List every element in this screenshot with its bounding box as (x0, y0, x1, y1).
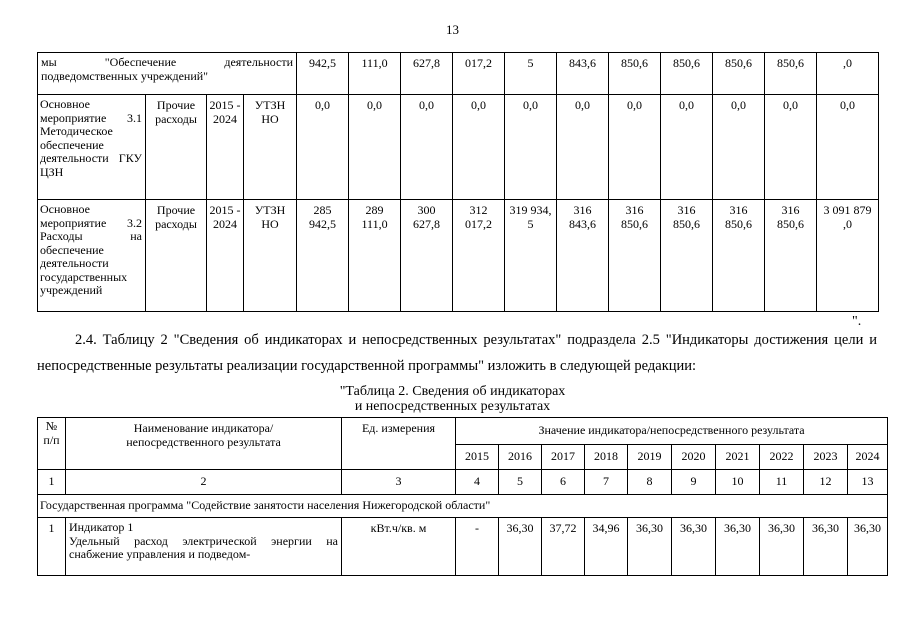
year-header: 2022 (760, 445, 804, 470)
amount-cell: 316 843,6 (557, 200, 609, 312)
executor: УТЗН НО (244, 95, 297, 200)
amount-cell: 319 934, 5 (505, 200, 557, 312)
indicator-value: 36,30 (672, 518, 716, 576)
amount-cell: 285 942,5 (297, 200, 349, 312)
indicator-value: 36,30 (848, 518, 888, 576)
amount-cell: 0,0 (453, 95, 505, 200)
row-description: Основное мероприятие 3.1 Методическое обеспечение деятельности ГКУ ЦЗН (38, 95, 146, 200)
amount-cell: 0,0 (557, 95, 609, 200)
indicator-value: 36,30 (716, 518, 760, 576)
closing-quote: ". (852, 314, 862, 329)
year-header: 2016 (499, 445, 542, 470)
amount-cell: 627,8 (401, 53, 453, 95)
indicators-table (37, 417, 888, 576)
period: 2015 - 2024 (207, 200, 244, 312)
header-values: Значение индикатора/непосредственного результата (456, 418, 888, 445)
indicator-title: Индикатор 1 (69, 520, 134, 534)
table-caption-line2: и непосредственных результатах (354, 399, 551, 414)
amount-cell: 850,6 (609, 53, 661, 95)
row-description: Основное мероприятие 3.2 Расходы на обеспечение деятельности государственных учреждений (38, 200, 146, 312)
amount-cell: 0,0 (505, 95, 557, 200)
amount-cell: 0,0 (713, 95, 765, 200)
indicator-unit: кВт.ч/кв. м (342, 518, 456, 576)
year-header: 2023 (804, 445, 848, 470)
amount-cell: 316 850,6 (765, 200, 817, 312)
financing-row (38, 95, 879, 200)
indicator-value: 36,30 (804, 518, 848, 576)
program-row: Государственная программа "Содействие занятости населения Нижегородской области" (38, 495, 888, 518)
indicator-value: 36,30 (760, 518, 804, 576)
column-number: 13 (848, 470, 888, 495)
table-caption-line1: "Таблица 2. Сведения об индикаторах (339, 384, 566, 399)
column-number: 4 (456, 470, 499, 495)
column-number: 3 (342, 470, 456, 495)
amount-cell: 0,0 (297, 95, 349, 200)
expense-type: Прочие расходы (146, 95, 207, 200)
year-header: 2015 (456, 445, 499, 470)
amount-cell: 3 091 879 ,0 (817, 200, 879, 312)
indicator-cell (66, 518, 342, 576)
indicator-value: 34,96 (585, 518, 628, 576)
indicator-desc: Удельный расход электрической энергии на снабжение управления и подведом- (69, 533, 338, 561)
column-number: 6 (542, 470, 585, 495)
year-header: 2017 (542, 445, 585, 470)
financing-row (38, 53, 879, 95)
column-number: 12 (804, 470, 848, 495)
header-num: № п/п (38, 418, 66, 470)
amount-cell: 111,0 (349, 53, 401, 95)
amount-cell: 289 111,0 (349, 200, 401, 312)
amount-cell: 850,6 (661, 53, 713, 95)
amount-cell: 850,6 (713, 53, 765, 95)
amount-cell: 300 627,8 (401, 200, 453, 312)
year-header: 2024 (848, 445, 888, 470)
amount-cell: 017,2 (453, 53, 505, 95)
executor: УТЗН НО (244, 200, 297, 312)
indicator-num: 1 (38, 518, 66, 576)
amount-cell: 0,0 (661, 95, 713, 200)
amount-cell: 942,5 (297, 53, 349, 95)
row-description: мы "Обеспечение деятельности подведомственных учреждений" (38, 53, 297, 95)
amount-cell: 316 850,6 (713, 200, 765, 312)
header-name: Наименование индикатора/непосредственного результата (66, 418, 342, 470)
year-header: 2020 (672, 445, 716, 470)
amount-cell: 312 017,2 (453, 200, 505, 312)
amendment-paragraph: 2.4. Таблицу 2 "Сведения об индикаторах и непосредственных результатах" подраздела 2.5 "Индикаторы достижения цели и непосредственные результаты реализации государственной программы" изложить в следующей редакции: (37, 332, 877, 374)
amount-cell: 0,0 (401, 95, 453, 200)
column-number: 7 (585, 470, 628, 495)
amount-cell: 850,6 (765, 53, 817, 95)
indicator-value: 36,30 (628, 518, 672, 576)
amount-cell: 316 850,6 (609, 200, 661, 312)
amount-cell: 0,0 (817, 95, 879, 200)
amount-cell: 0,0 (765, 95, 817, 200)
column-number: 2 (66, 470, 342, 495)
amount-cell: 5 (505, 53, 557, 95)
amount-cell: 0,0 (349, 95, 401, 200)
indicator-value: 36,30 (499, 518, 542, 576)
financing-table (37, 52, 879, 312)
header-unit: Ед. измерения (342, 418, 456, 470)
amount-cell: ,0 (817, 53, 879, 95)
year-header: 2021 (716, 445, 760, 470)
period: 2015 - 2024 (207, 95, 244, 200)
page-number: 13 (446, 22, 459, 37)
financing-row (38, 200, 879, 312)
year-header: 2018 (585, 445, 628, 470)
column-number: 1 (38, 470, 66, 495)
amount-cell: 316 850,6 (661, 200, 713, 312)
expense-type: Прочие расходы (146, 200, 207, 312)
column-number: 11 (760, 470, 804, 495)
column-number: 5 (499, 470, 542, 495)
year-header: 2019 (628, 445, 672, 470)
column-number: 9 (672, 470, 716, 495)
column-number: 8 (628, 470, 672, 495)
indicator-value: - (456, 518, 499, 576)
amount-cell: 843,6 (557, 53, 609, 95)
column-number: 10 (716, 470, 760, 495)
amount-cell: 0,0 (609, 95, 661, 200)
indicator-value: 37,72 (542, 518, 585, 576)
